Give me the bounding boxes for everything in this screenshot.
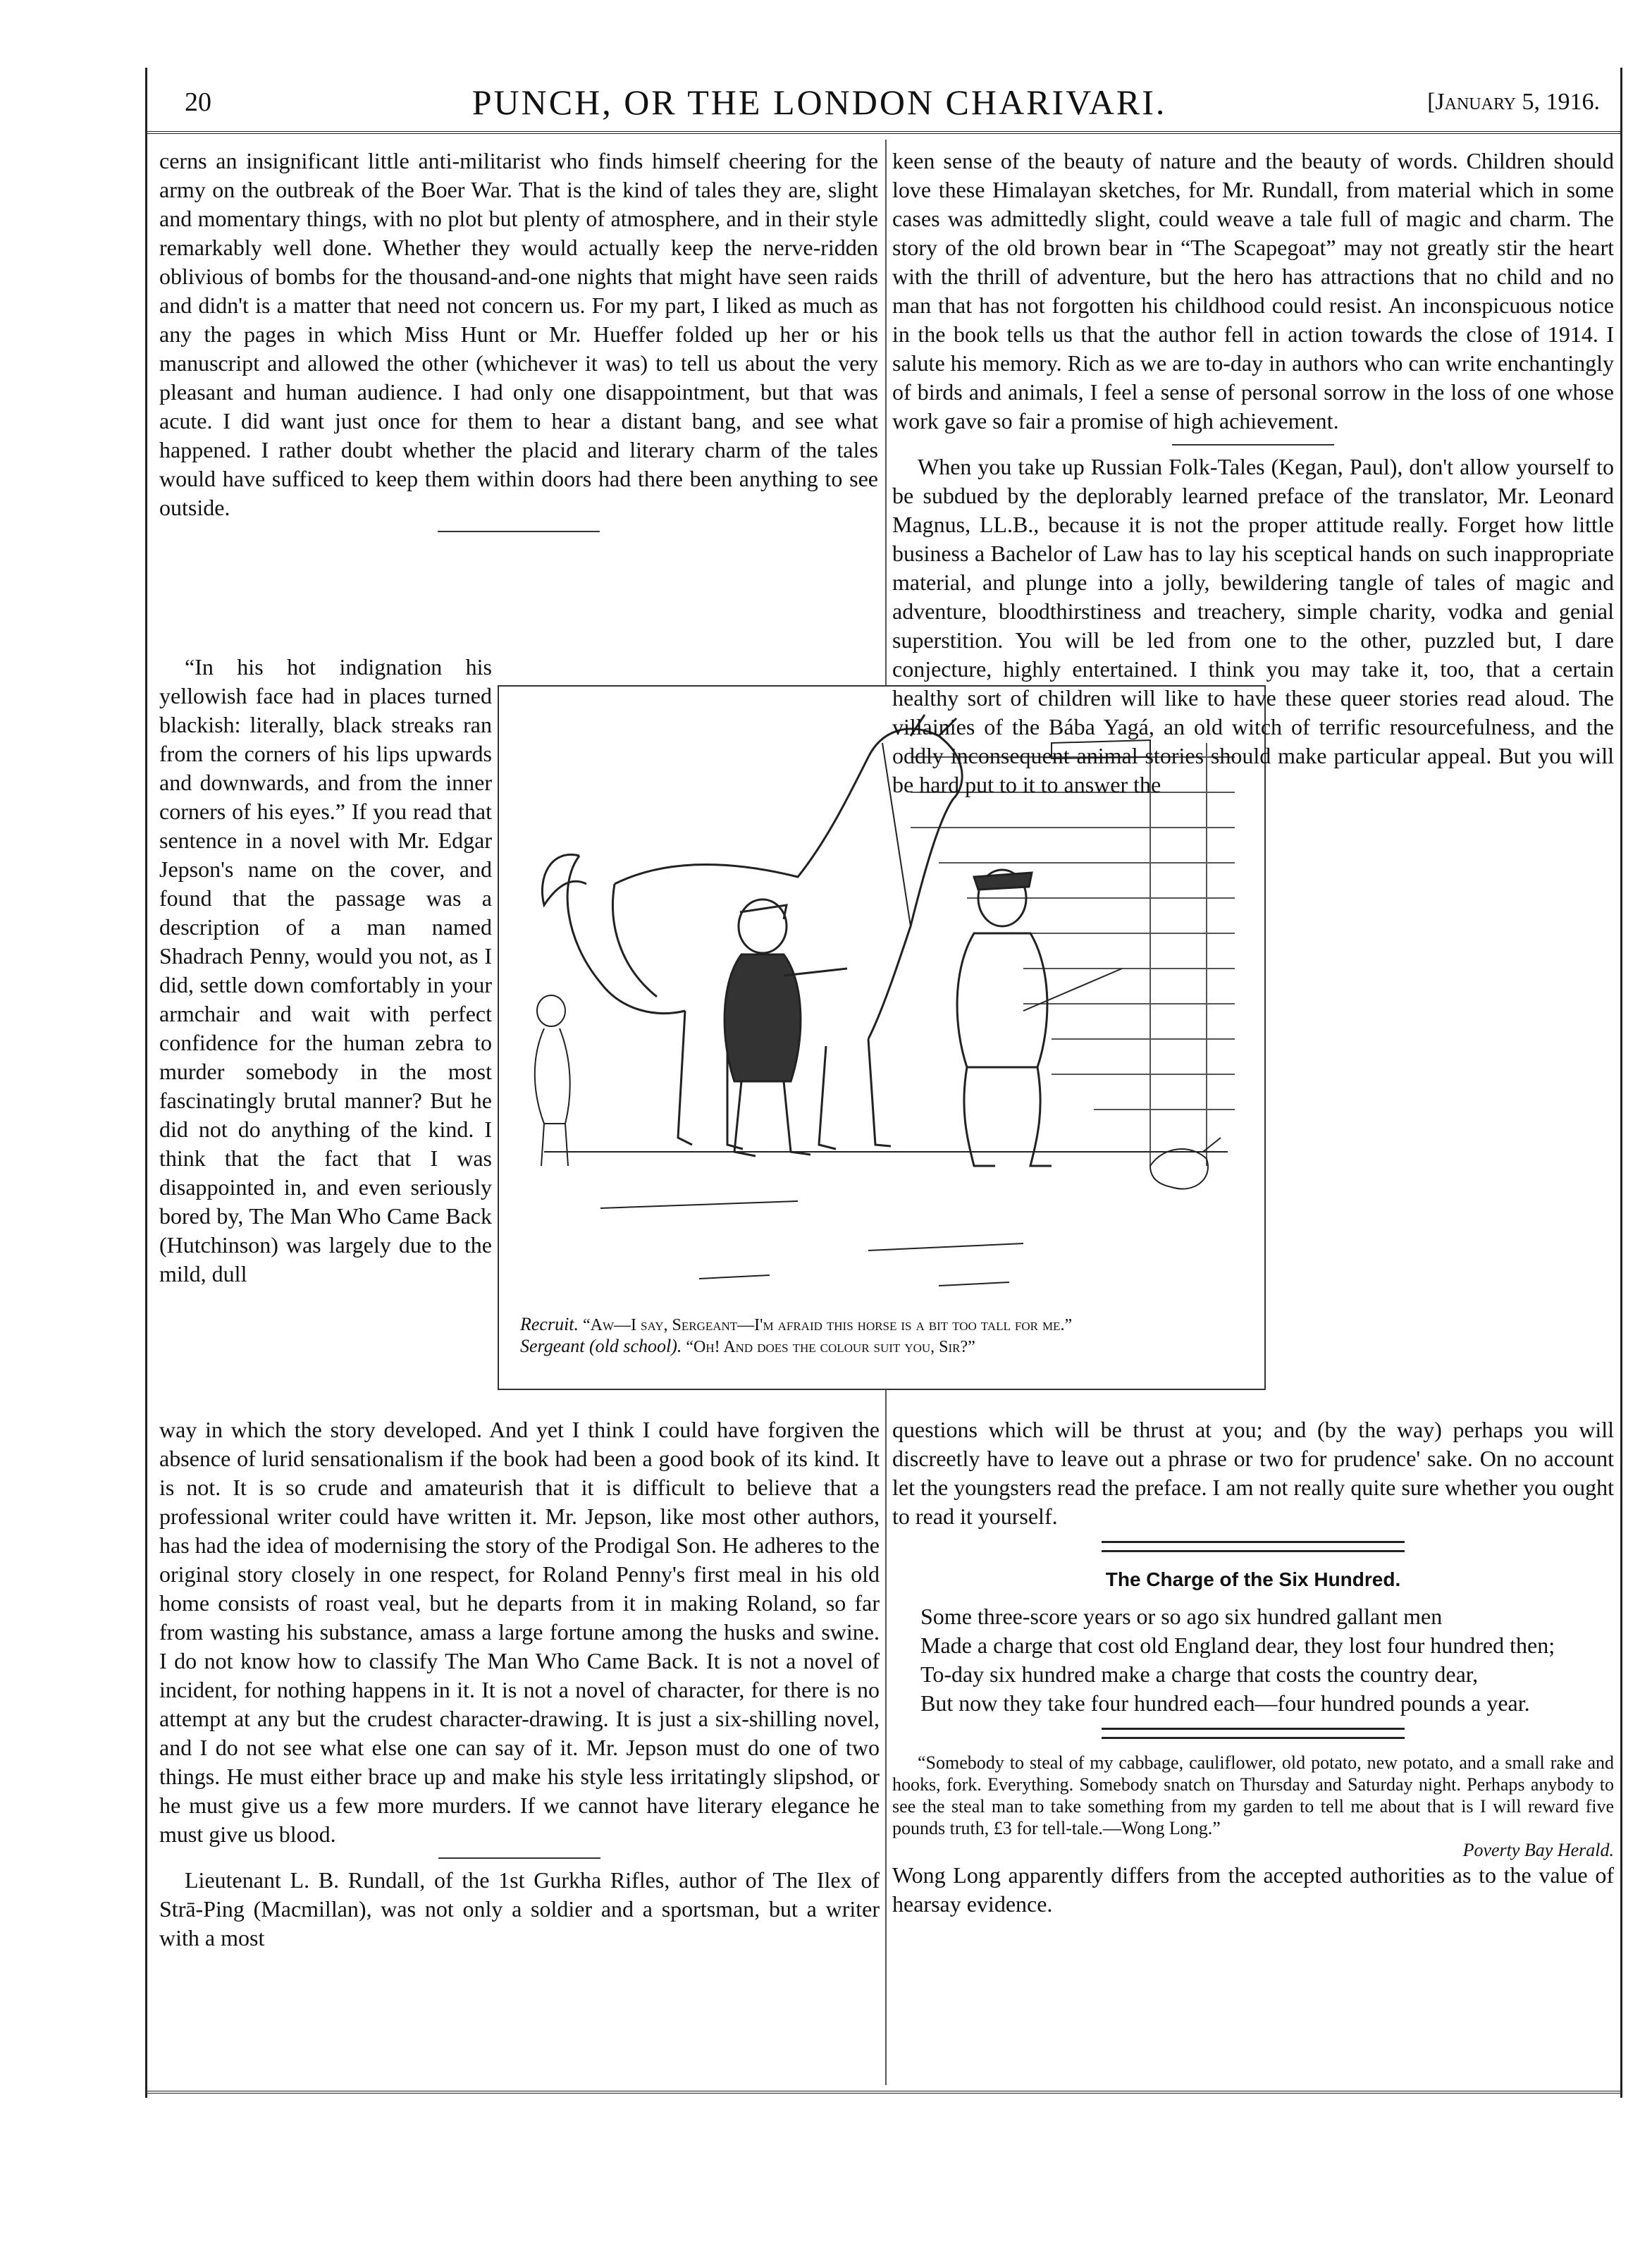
- barn-wall: [911, 743, 1235, 1166]
- recruit-figure: [725, 899, 847, 1156]
- left-column-narrow: [159, 653, 492, 1417]
- page-header: [145, 78, 1621, 134]
- rundall-review-start: Lieutenant L. B. Rundall, of the 1st Gurkha Rifles, author of The Ilex of Strā-Ping (Macmillan), was not only a soldier and a sportsman, but a writer with a most: [159, 1867, 880, 1950]
- jepson-review-lead: “In his hot indignation his yellowish face had in places turned blackish: literally, black streaks ran from the corners of his lips upwards and downwards, and from the inner corners of his eyes.” If you read that sentence in a novel with Mr. Edgar Jepson's name on the cover, and found that the passage was a description of a man named Shadrach Penny, would you not, as I did, settle down comfortably in your armchair and wait with perfect confidence for the human zebra to murder somebody in the most fascinatingly brutal manner? But he did not do anything of the kind. I think that the fact that I was disappointed in, and even seriously bored by, The Man Who Came Back (Hutchinson) was largely due to the mild, dull: [159, 654, 492, 1286]
- left-column-top: [159, 147, 878, 651]
- caption-recruit-label: Recruit.: [520, 1314, 579, 1334]
- poem-line-4: But now they take four hundred each—four hundred pounds a year.: [920, 1690, 1530, 1716]
- bottom-rule: [145, 2091, 1621, 2094]
- background-figure: [535, 995, 570, 1166]
- poem-line-2: Made a charge that cost old England dear, they lost four hundred then;: [920, 1633, 1555, 1658]
- masthead-title: PUNCH, OR THE LONDON CHARIVARI.: [471, 82, 1167, 122]
- right-column-bottom: [892, 1415, 1614, 2085]
- poem-line-3: To-day six hundred make a charge that costs the country dear,: [920, 1661, 1479, 1687]
- cartoon-drawing: [516, 715, 1249, 1307]
- right-column-narrow: [1270, 685, 1614, 1415]
- left-column-bottom: [159, 1415, 880, 2085]
- jepson-review-continued: way in which the story developed. And yet I think I could have forgiven the absence of lurid sensationalism if the book had been a good book of its kind. It is not. It is so crude and amateurish that it is difficult to believe that a professional writer could have written it. Mr. Jepson, like most other authors, has had the idea of modernising the story of the Prodigal Son. He adheres to the original story closely in one respect, for Roland Penny's first meal in his old home consists of roast veal, but he departs from it in making Roland, so far from wasting his substance, amass a large fortune among the husks and swine. I do not know how to classify The Man Who Came Back. It is not a novel of incident, for nothing happens in it. It is not a novel of character, for there is no attempt at any but the crudest character-drawing. It is just a six-shilling novel, and I do not see what else one can say of it. Mr. Jepson must do one of two things. He must either brace up and make his style less irritatingly slipshod, or he must give us a few more murders. If we cannot have literary elegance he must give us blood.: [159, 1417, 880, 1847]
- right-column-top: [892, 147, 1614, 797]
- dog-figure: [1150, 1138, 1221, 1189]
- folk-tales-review-continued: questions which will be thrust at you; and (by the way) perhaps you will discreetly have to leave out a phrase or two for prudence' sake. On no account let the youngsters read the preface. I am not really quite sure whether you ought to read it yourself.: [892, 1417, 1614, 1529]
- section-divider: [438, 531, 600, 532]
- caption-sergeant-label: Sergeant (old school).: [520, 1336, 682, 1356]
- page-number: 20: [185, 87, 211, 117]
- sergeant-figure: [957, 870, 1122, 1166]
- section-divider: [1172, 444, 1334, 445]
- ground-lines: [544, 1152, 1228, 1286]
- caption-recruit-text: “Aw—I say, Sergeant—I'm afraid this horse is a bit too tall for me.”: [583, 1316, 1073, 1334]
- poem-line-1: Some three-score years or so ago six hundred gallant men: [920, 1604, 1443, 1629]
- quote-source: Poverty Bay Herald.: [1462, 1840, 1614, 1860]
- section-divider: [438, 1857, 600, 1859]
- caption-sergeant-text: “Oh! And does the colour suit you, Sir?”: [686, 1338, 975, 1356]
- hunt-hueffer-review-end: cerns an insignificant little anti-militarist who finds himself cheering for the army on the outbreak of the Boer War. That is the kind of tales they are, slight and momentary things, with no plot but plenty of atmosphere, and in their style remarkably well done. Whether they would actually keep the nerve-ridden oblivious of bombs for the thousand-and-one nights that might have seen raids and didn't is a matter that need not concern us. For my part, I liked as much as any the pages in which Miss Hunt or Mr. Hueffer folded up her or his manuscript and allowed the other (whichever it was) to tell us about the very pleasant and human audience. I had only one disappointment, but that was acute. I did want just once for them to hear a distant bang, and see what happened. I rather doubt whether the placid and literary charm of the tales would have sufficed to keep them within doors had there been anything to see outside.: [159, 148, 878, 520]
- double-rule: [1102, 1728, 1405, 1739]
- closing-remark: Wong Long apparently differs from the accepted authorities as to the value of hearsay evidence.: [892, 1862, 1614, 1917]
- poem-title: The Charge of the Six Hundred.: [1105, 1568, 1401, 1590]
- poem: [892, 1602, 1614, 1718]
- double-rule: [1102, 1541, 1405, 1552]
- cartoon-caption: [520, 1314, 1246, 1358]
- folk-tales-review-lead: When you take up Russian Folk-Tales (Kegan, Paul), don't allow yourself to be subdued by the deplorably learned preface of the translator, Mr. Leonard Magnus, LL.B., because it is not the proper attitude really. Forget how little business a Bachelor of Law has to lay his sceptical hands on such inappropriate material, and plunge into a jolly, bewildering tangle of tales of magic and adventure, bloodthirstiness and treachery, simple charity, vodka and genial superstition. You will be led from one to the other, puzzled but, I dare conjecture, highly entertained. I think you may take it, too, that a certain healthy sort of children will like to have these queer stories read aloud. The villainies of the Bába Yagá, an old witch of terrific resourcefulness, and the oddly inconsequent animal stories should make particular appeal. But you will be hard put to it to answer the: [892, 454, 1614, 797]
- rundall-review-continued: keen sense of the beauty of nature and the beauty of words. Children should love these Himalayan sketches, for Mr. Rundall, from material which in some cases was admittedly slight, could weave a tale full of magic and charm. The story of the old brown bear in “The Scapegoat” may not greatly stir the heart with the thrill of adventure, but the hero has attractions that no child and no man that has not forgotten his childhood could resist. An inconspicuous notice in the book tells us that the author fell in action towards the close of 1914. I salute his memory. Rich as we are to-day in authors who can write enchantingly of birds and animals, I feel a sense of personal sorrow in the loss of one whose work gave so fair a promise of high achievement.: [892, 148, 1614, 434]
- issue-date: [January 5, 1916.: [1427, 89, 1600, 115]
- newspaper-quote: “Somebody to steal of my cabbage, cauliflower, old potato, new potato, and a small rake and hooks, fork. Everything. Somebody snatch on Thursday and Saturday night. Perhaps anybody to see the steal man to take something from my garden to tell me about that is I will reward five pounds truth, £3 for tell-tale.—Wong Long.”: [892, 1752, 1614, 1838]
